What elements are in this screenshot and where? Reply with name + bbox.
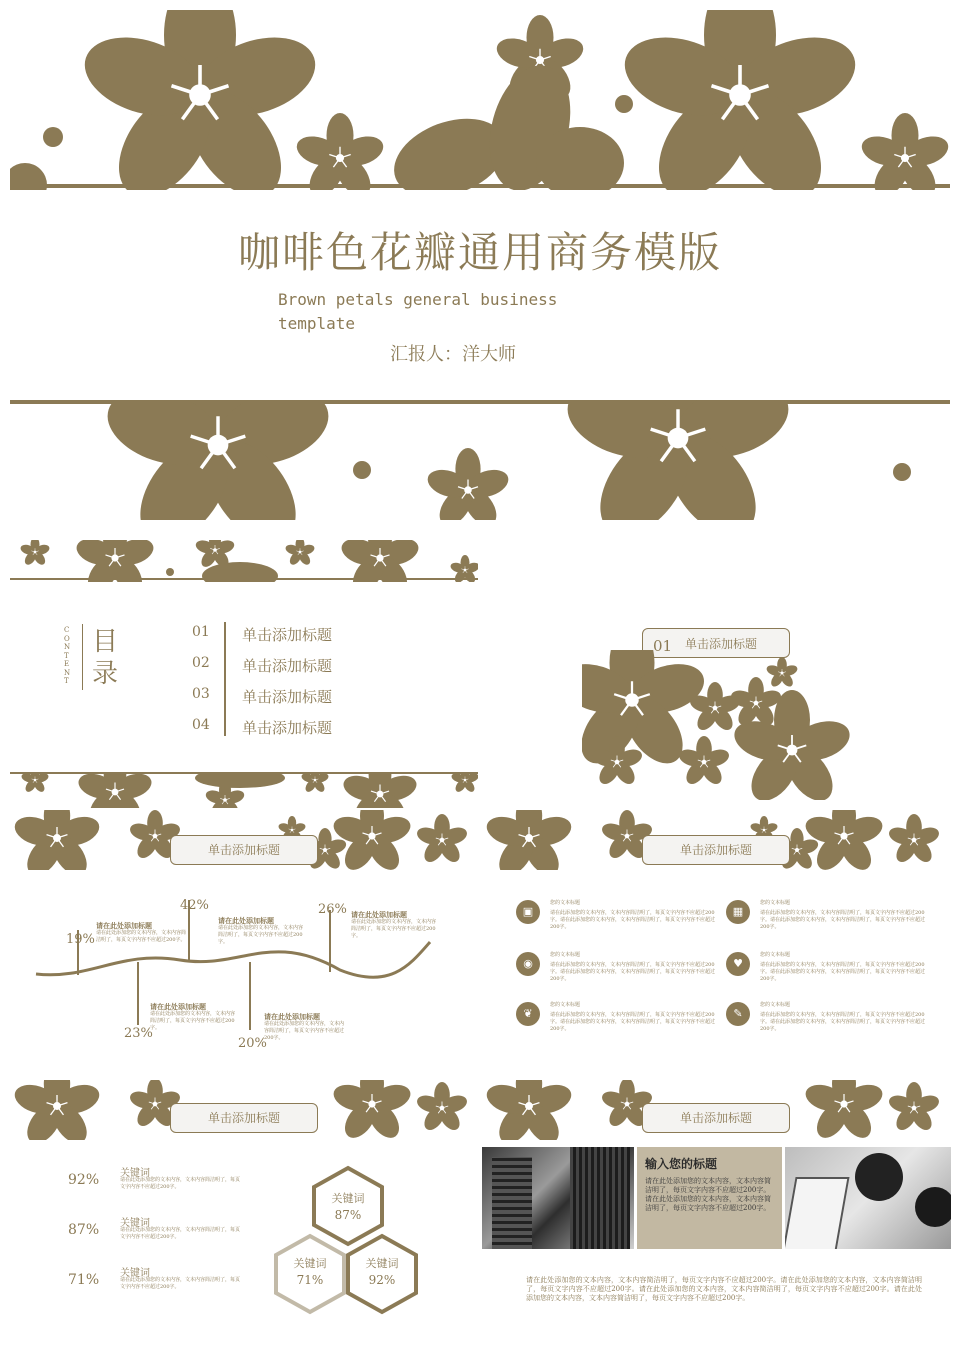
icon-item-title: 您的文本标题: [760, 900, 791, 906]
image-icon: ▣: [516, 900, 540, 924]
wave-point-title: 请在此处添加标题: [264, 1012, 320, 1021]
wave-title-pill[interactable]: [170, 835, 318, 865]
section-slide: [482, 610, 952, 800]
hex-label: 关键词: [331, 1192, 365, 1205]
toc-top-decoration: [10, 540, 478, 582]
icon-item-title: 您的文本标题: [550, 1002, 581, 1008]
hex-row: [68, 1264, 248, 1308]
photo-footer-text: 请在此处添加您的文本内容，文本内容简洁明了，每页文字内容不应超过200字。请在此处添加您的文本内容，文本内容简洁明了，每页文字内容不应超过200字。请在此处添加您的文本内容，文本内容简洁明了，每页文字内容不应超过200字。请在此处添加您的文本内容，文本内容简洁明了，每页文字内容不应超过200字。: [526, 1276, 922, 1302]
photo-title: 单击添加标题: [679, 1111, 752, 1125]
hex-row-pct: 71%: [68, 1272, 100, 1288]
toc-item-num: 03: [192, 686, 210, 702]
hex-title: 单击添加标题: [207, 1111, 280, 1125]
cover-top-decoration: [10, 10, 950, 190]
icon-item-text: 请在此添加您的文本内容，文本内容简洁明了，每页文字内容不应超过200字。请在此添加您的文本内容，文本内容简洁明了，每页文字内容不应超过200字。: [760, 910, 926, 930]
icons-slide: [482, 810, 952, 1060]
icon-item: [726, 900, 926, 940]
cover-subtitle-line1: Brown petals general business: [278, 290, 558, 309]
toc-vertical-line: [82, 624, 83, 690]
buildings-photo: [482, 1147, 634, 1249]
toc-slide: [10, 540, 478, 808]
wave-slide: [10, 810, 478, 1060]
hex-pct: 87%: [334, 1208, 362, 1222]
hex-row-text: 请在此处添加您的文本内容，文本内容简洁明了，每页文字内容不应超过200字。: [120, 1177, 241, 1190]
hex-row-title: 关键词: [120, 1268, 150, 1279]
heart-icon: ♥: [726, 952, 750, 976]
photo-slide: [482, 1080, 952, 1342]
section-flowers: [582, 650, 862, 800]
wave-point-title: 请在此处添加标题: [351, 910, 407, 919]
icon-item-text: 请在此添加您的文本内容，文本内容简洁明了，每页文字内容不应超过200字。请在此添加您的文本内容，文本内容简洁明了，每页文字内容不应超过200字。: [550, 1012, 716, 1032]
toc-item-label: 单击添加标题: [242, 688, 333, 706]
hex-label: 关键词: [365, 1257, 399, 1270]
icon-item-title: 您的文本标题: [760, 952, 791, 958]
icon-item-text: 请在此添加您的文本内容，文本内容简洁明了，每页文字内容不应超过200字。请在此添加您的文本内容，文本内容简洁明了，每页文字内容不应超过200字。: [760, 1012, 926, 1032]
icon-item-text: 请在此添加您的文本内容，文本内容简洁明了，每页文字内容不应超过200字。请在此添加您的文本内容，文本内容简洁明了，每页文字内容不应超过200字。: [550, 962, 716, 982]
icon-item: [726, 1002, 926, 1042]
section-num: 01: [653, 637, 673, 655]
title-box-heading: 输入您的标题: [645, 1157, 718, 1171]
icon-item: [516, 1002, 716, 1042]
wave-point-pct: 23%: [124, 1026, 153, 1041]
icon-item: [516, 900, 716, 940]
cover-slide: [10, 10, 950, 405]
toc-item-label: 单击添加标题: [242, 657, 333, 675]
wave-point-title: 请在此处添加标题: [218, 916, 274, 925]
hex-label: 关键词: [293, 1257, 327, 1270]
pin-icon: ✎: [726, 1002, 750, 1026]
hex-row-title: 关键词: [120, 1168, 150, 1179]
leaf-icon: ❦: [516, 1002, 540, 1026]
toc-item-num: 01: [192, 624, 210, 640]
title-box-text: 请在此处添加您的文本内容，文本内容简洁明了，每页文字内容不应超过200字。请在此处添加您的文本内容，文本内容简洁明了，每页文字内容不应超过200字。: [645, 1177, 771, 1212]
hex-pct: 71%: [296, 1273, 324, 1287]
hex-row-pct: 92%: [68, 1172, 100, 1188]
toc-item-label: 单击添加标题: [242, 719, 333, 737]
hex-row-text: 请在此处添加您的文本内容，文本内容简洁明了，每页文字内容不应超过200字。: [120, 1277, 241, 1290]
toc-vertical-label: CONTENT: [64, 626, 72, 685]
toc-item-num: 04: [192, 717, 210, 733]
icon-item-text: 请在此添加您的文本内容，文本内容简洁明了，每页文字内容不应超过200字。请在此添加您的文本内容，文本内容简洁明了，每页文字内容不应超过200字。: [760, 962, 926, 982]
wave-point-pct: 42%: [180, 898, 209, 913]
cover-bottom-decoration: [10, 400, 950, 520]
toc-heading: 目录: [92, 627, 119, 689]
icon-item-text: 请在此添加您的文本内容，文本内容简洁明了，每页文字内容不应超过200字。请在此添加您的文本内容，文本内容简洁明了，每页文字内容不应超过200字。: [550, 910, 716, 930]
hex-row: [68, 1164, 248, 1208]
wave-point-pct: 20%: [238, 1036, 267, 1051]
hex-row: [68, 1214, 248, 1258]
toc-bottom-decoration: [10, 772, 478, 808]
cover-title: 咖啡色花瓣通用商务模版: [237, 228, 722, 277]
wave-point-text: 请在此处添加您的文本内容，文本内容简洁明了，每页文字内容不应超过200字。: [150, 1011, 236, 1031]
toc-top-rule: [10, 578, 478, 580]
hex-row-text: 请在此处添加您的文本内容，文本内容简洁明了，每页文字内容不应超过200字。: [120, 1227, 241, 1240]
icon-item: [516, 952, 716, 992]
wave-title: 单击添加标题: [207, 843, 280, 857]
wave-point-title: 请在此处添加标题: [96, 921, 152, 930]
wave-point-text: 请在此处添加您的文本内容，文本内容简洁明了，每页文字内容不应超过200字。: [96, 930, 187, 943]
hex-pct: 92%: [368, 1273, 396, 1287]
toc-item-label: 单击添加标题: [242, 626, 333, 644]
calendar-icon: ▦: [726, 900, 750, 924]
wave-point-title: 请在此处添加标题: [150, 1002, 206, 1011]
icons-title: 单击添加标题: [679, 843, 752, 857]
icon-item: [726, 952, 926, 992]
photo-title-pill[interactable]: [642, 1103, 790, 1133]
cover-top-rule: [10, 184, 950, 188]
cover-subtitle-line2: template: [278, 314, 356, 333]
icons-title-pill[interactable]: [642, 835, 790, 865]
laptop-photo: [785, 1147, 951, 1249]
hex-row-title: 关键词: [120, 1218, 150, 1229]
title-box: [637, 1147, 782, 1249]
hex-row-pct: 87%: [68, 1222, 100, 1238]
wave-point-text: 请在此处添加您的文本内容，文本内容简洁明了，每页文字内容不应超过200字。: [351, 919, 437, 939]
toc-divider: [224, 622, 226, 736]
cover-reporter: 汇报人：洋大师: [390, 344, 516, 365]
wave-point-text: 请在此处添加您的文本内容，文本内容简洁明了，每页文字内容不应超过200字。: [264, 1021, 345, 1041]
wave-point-pct: 26%: [318, 902, 347, 917]
wave-point-text: 请在此处添加您的文本内容，文本内容简洁明了，每页文字内容不应超过200字。: [218, 925, 304, 945]
icon-item-title: 您的文本标题: [760, 1002, 791, 1008]
toc-item-num: 02: [192, 655, 210, 671]
icon-item-title: 您的文本标题: [550, 900, 581, 906]
icon-item-title: 您的文本标题: [550, 952, 581, 958]
hex-slide: [10, 1080, 478, 1342]
palette-icon: ◉: [516, 952, 540, 976]
wave-point-pct: 19%: [66, 932, 95, 947]
section-label: 单击添加标题: [685, 637, 758, 651]
hex-title-pill[interactable]: [170, 1103, 318, 1133]
